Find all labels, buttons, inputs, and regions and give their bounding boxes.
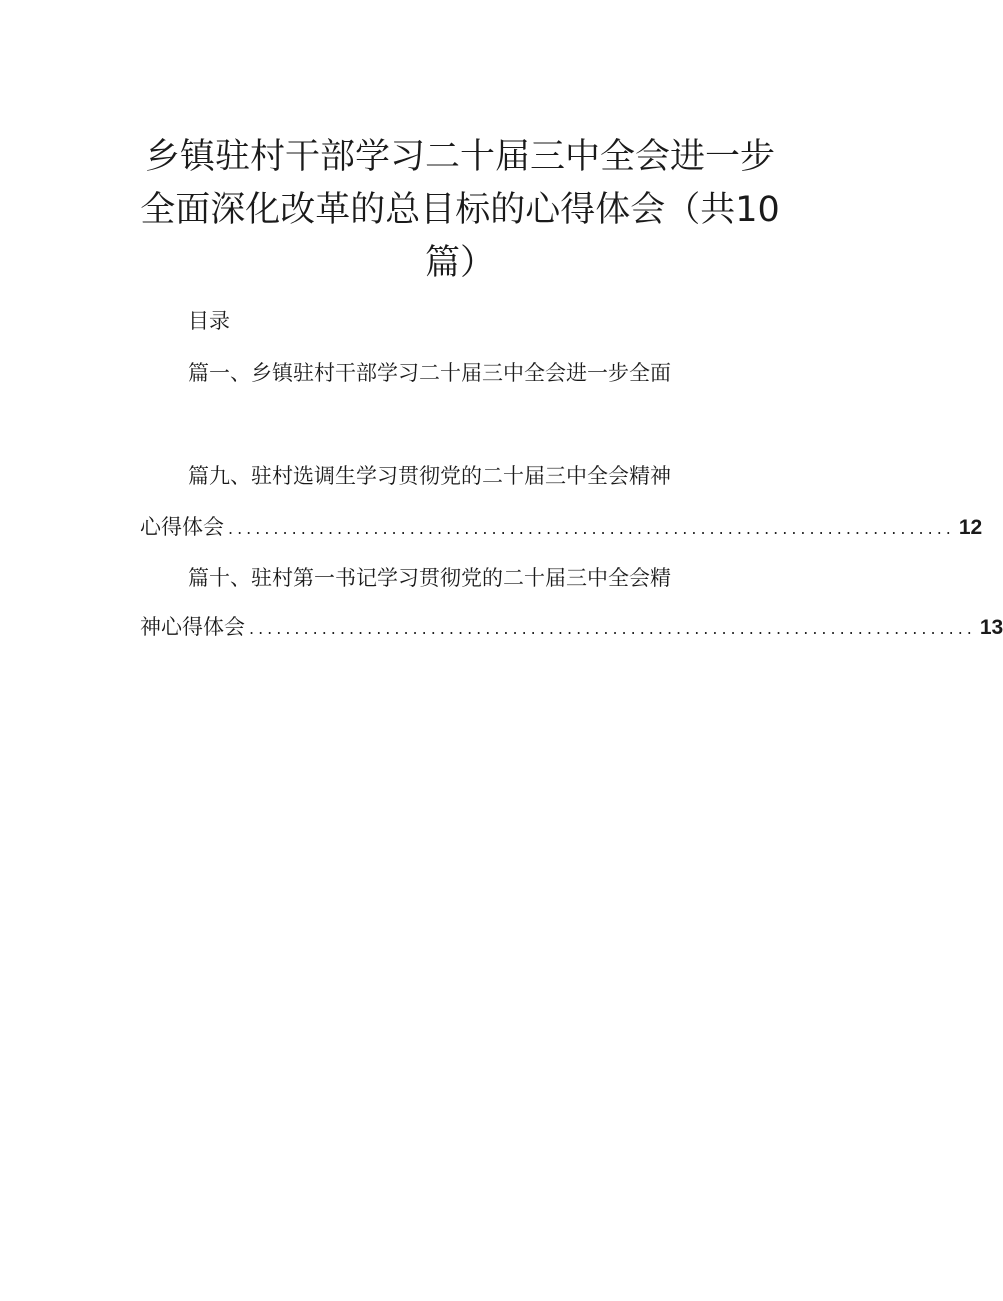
toc-leader-dots: ................................................................................ <box>228 519 955 538</box>
toc-entry-10-text: 神心得体会 <box>140 615 245 639</box>
document-title <box>140 131 780 290</box>
toc-leader-dots: ................................................................................ <box>249 619 976 638</box>
toc-entry-1[interactable]: 篇一、乡镇驻村干部学习二十届三中全会进一步全面 <box>188 361 671 385</box>
toc-entry-10-page: 13 <box>979 616 1003 639</box>
toc-entry-10-continuation[interactable] <box>140 612 1003 644</box>
title-line-3: 篇） <box>424 243 495 283</box>
toc-entry-10[interactable]: 篇十、驻村第一书记学习贯彻党的二十届三中全会精 <box>188 566 671 590</box>
title-line-1: 乡镇驻村干部学习二十届三中全会进一步 <box>144 137 775 177</box>
toc-entry-9[interactable]: 篇九、驻村选调生学习贯彻党的二十届三中全会精神 <box>188 464 671 488</box>
toc-heading: 目录 <box>188 309 230 333</box>
toc-entry-9-continuation[interactable] <box>140 512 983 544</box>
toc-entry-9-page: 12 <box>958 516 983 539</box>
title-line-2: 全面深化改革的总目标的心得体会（共10 <box>140 190 780 230</box>
toc-entry-9-text: 心得体会 <box>140 515 224 539</box>
